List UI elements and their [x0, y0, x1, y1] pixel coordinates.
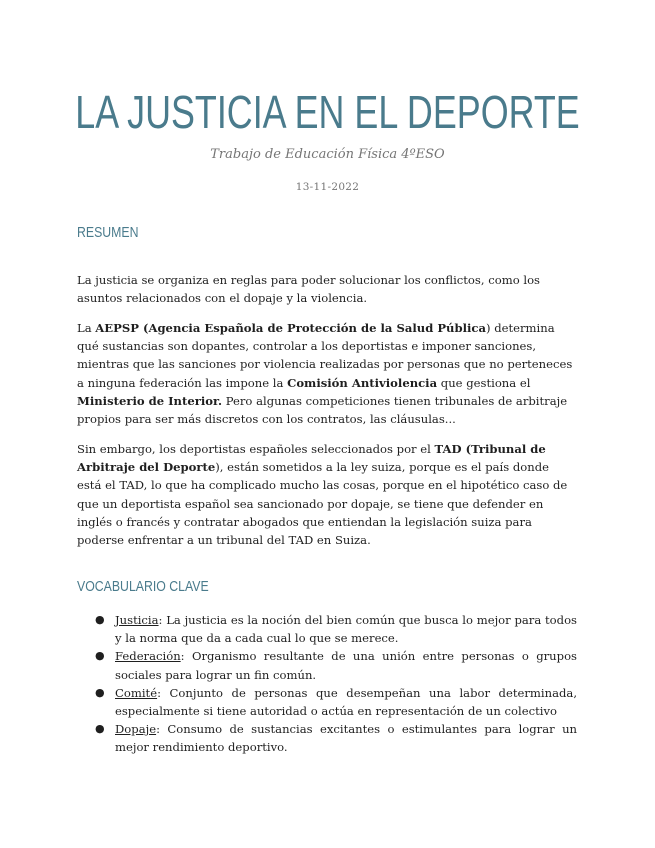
term-separator: :: [180, 649, 192, 664]
bold-term-tad: TAD (Tribunal de Arbitraje del Deporte: [77, 442, 546, 475]
bold-term-comision: Comisión Antiviolencia: [287, 375, 438, 390]
bullet-icon: ●: [95, 685, 105, 699]
bold-term-aepsp: AEPSP (Agencia Española de Protección de la Salud Pública: [95, 321, 486, 335]
vocabulary-term: Federación: [115, 649, 181, 664]
document-date: 13-11-2022: [295, 181, 360, 193]
bullet-icon: ●: [95, 722, 105, 736]
vocabulary-list: [92, 611, 577, 757]
term-separator: :: [158, 613, 167, 627]
paragraph-text: La: [77, 321, 96, 335]
vocabulary-term: Justicia: [115, 613, 159, 627]
term-separator: :: [157, 685, 170, 700]
document-subtitle: Trabajo de Educación Física 4ºESO: [210, 147, 445, 162]
bullet-icon: ●: [95, 649, 105, 663]
paragraph-aepsp: [77, 319, 577, 428]
paragraph-text: Pero algunas competiciones tienen tribunales de arbitraje propios para ser más discretos con los contratos, las cláusulas...: [77, 393, 568, 427]
section-heading-vocabulario: VOCABULARIO CLAVE: [77, 578, 209, 595]
paragraph-text: que gestiona el: [437, 375, 531, 390]
vocabulary-item: [92, 647, 577, 683]
bullet-icon: ●: [95, 613, 105, 626]
paragraph-text: ), están sometidos a la ley suiza, porque es el país donde está el TAD, lo que ha complicado mucho las cosas, porque en el hipotético caso de que un deportista español sea sancionado por dopaje, se tiene que defender en inglés o francés y contratar abogados que entiendan la legislación suiza para poderse enfrentar a un tribunal del TAD en Suiza.: [77, 460, 568, 548]
vocabulary-definition: Organismo resultante de una unión entre personas o grupos sociales para lograr un fin común.: [115, 649, 577, 682]
vocabulary-term: Dopaje: [115, 722, 157, 737]
vocabulary-item: [92, 611, 577, 647]
vocabulary-item: [92, 720, 577, 756]
vocabulary-term: Comité: [115, 685, 158, 700]
paragraph-intro-text: La justicia se organiza en reglas para poder solucionar los conflictos, como los asuntos relacionados con el dopaje y la violencia.: [77, 273, 541, 306]
document-title: LA JUSTICIA EN EL DEPORTE: [75, 86, 580, 138]
vocabulary-item: [92, 684, 577, 720]
vocabulary-definition: La justicia es la noción del bien común que busca lo mejor para todos y la norma que da a cada cual lo que se merece.: [115, 613, 577, 646]
paragraph-intro: [77, 271, 577, 307]
bold-term-ministerio: Ministerio de Interior.: [77, 393, 223, 408]
paragraph-text: Sin embargo, los deportistas españoles seleccionados por el: [77, 442, 435, 456]
vocabulary-definition: Consumo de sustancias excitantes o estimulantes para lograr un mejor rendimiento deportivo.: [115, 722, 577, 755]
vocabulary-definition: Conjunto de personas que desempeñan una labor determinada, especialmente si tiene autoridad o actúa en representación de un colectivo: [115, 685, 578, 719]
section-heading-resumen: RESUMEN: [77, 224, 139, 241]
paragraph-tad: [77, 440, 577, 549]
term-separator: :: [156, 722, 168, 737]
paragraph-text: ) determina qué sustancias son dopantes, controlar a los deportistas e imponer sanciones, mientras que las sanciones por violencia realizadas por personas que no perteneces a ninguna federación las impone la: [77, 321, 573, 390]
